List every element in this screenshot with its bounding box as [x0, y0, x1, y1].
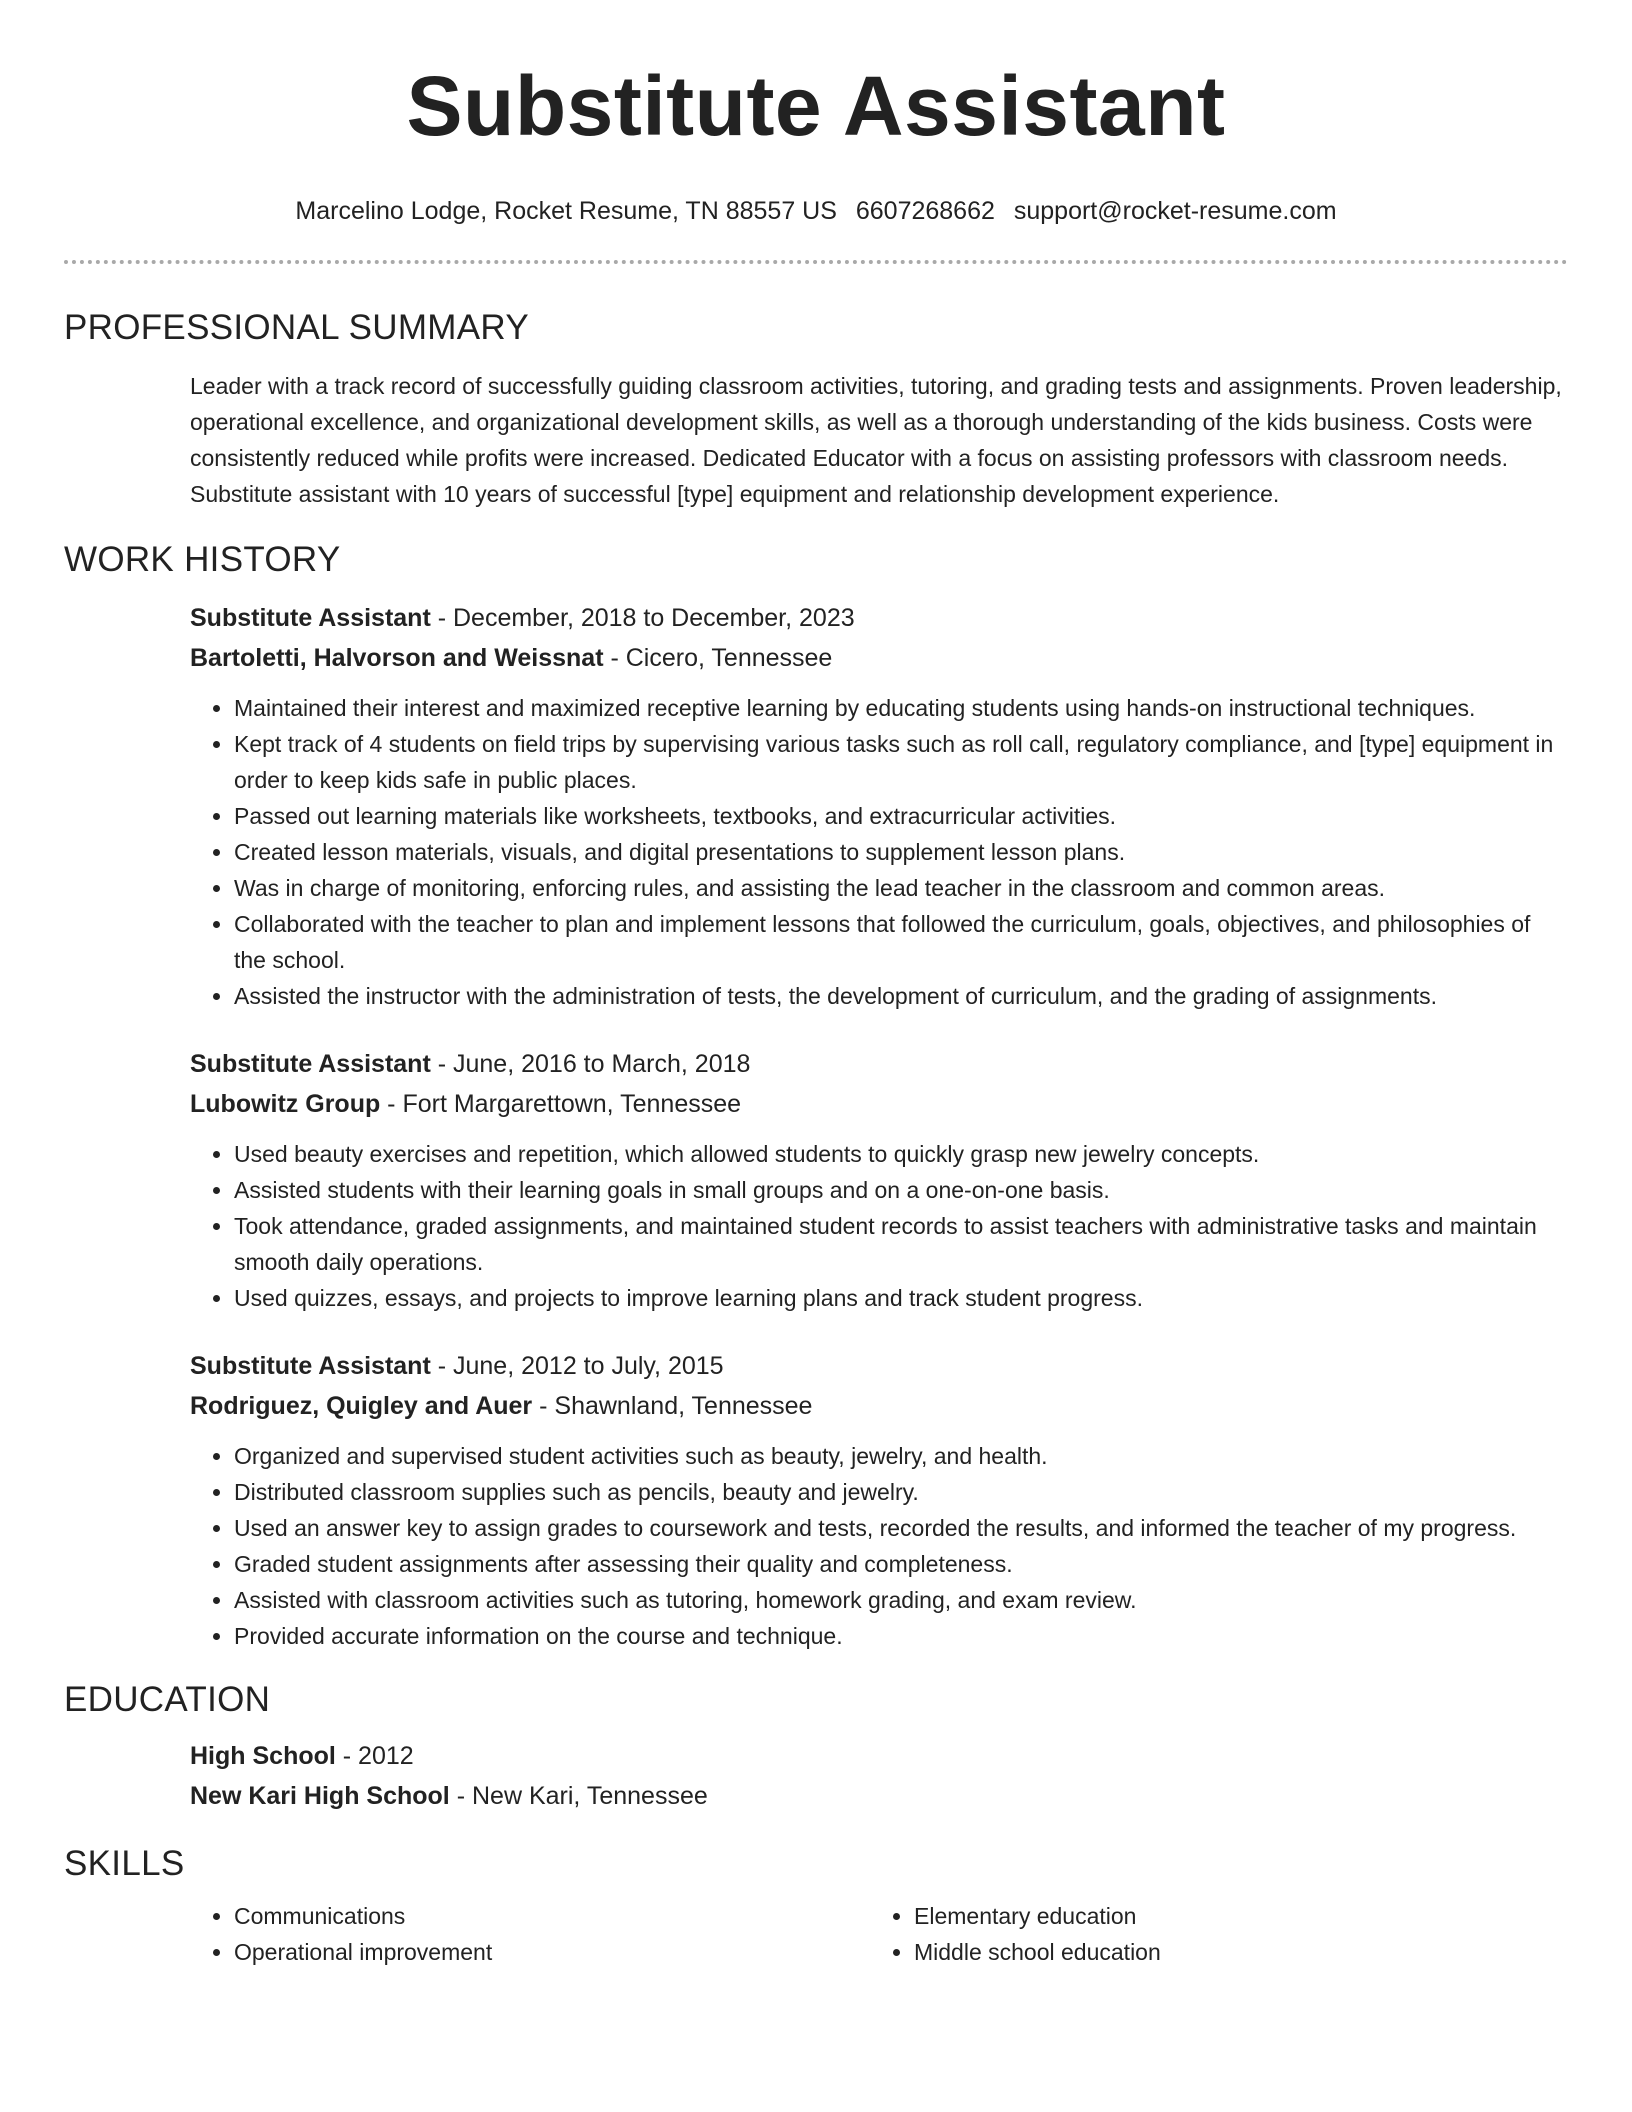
education-degree: High School — [190, 1742, 336, 1770]
section-title-work-history: WORK HISTORY — [64, 540, 341, 579]
job-bullet: • Used quizzes, essays, and projects to improve learning plans and track student progress. — [234, 1280, 1568, 1316]
education-entry — [190, 1736, 1568, 1816]
resume-page — [64, 0, 1568, 1970]
job-bullet: • Was in charge of monitoring, enforcing rules, and assisting the lead teacher in the classroom and common areas. — [234, 870, 1568, 906]
resume-name: Substitute Assistant — [406, 59, 1226, 153]
job-entry — [190, 1044, 1568, 1316]
job-bullet: • Graded student assignments after assessing their quality and completeness. — [234, 1546, 1568, 1582]
job-bullet-list — [190, 1438, 1568, 1654]
education-year: - 2012 — [335, 1742, 414, 1770]
job-company-line — [190, 1084, 1568, 1124]
job-bullet: • Passed out learning materials like worksheets, textbooks, and extracurricular activities. — [234, 798, 1568, 834]
job-company-line — [190, 638, 1568, 678]
section-title-summary: PROFESSIONAL SUMMARY — [64, 308, 529, 347]
job-entry — [190, 598, 1568, 1014]
job-entry — [190, 1346, 1568, 1654]
job-company: Bartoletti, Halvorson and Weissnat — [190, 644, 604, 672]
skills-list-left — [190, 1898, 870, 1970]
skill-item: • Elementary education — [914, 1898, 1550, 1934]
job-company: Lubowitz Group — [190, 1090, 381, 1118]
job-location: - Cicero, Tennessee — [603, 644, 833, 672]
job-bullet: • Assisted with classroom activities such as tutoring, homework grading, and exam review. — [234, 1582, 1568, 1618]
job-bullet: • Assisted students with their learning goals in small groups and on a one-on-one basis. — [234, 1172, 1568, 1208]
job-location: - Fort Margarettown, Tennessee — [380, 1090, 742, 1118]
job-bullet: • Provided accurate information on the course and technique. — [234, 1618, 1568, 1654]
job-bullet: • Used an answer key to assign grades to coursework and tests, recorded the results, and informed the teacher of my progress. — [234, 1510, 1568, 1546]
job-title-line — [190, 1346, 1568, 1386]
job-dates: - December, 2018 to December, 2023 — [430, 604, 855, 632]
job-bullet: • Distributed classroom supplies such as pencils, beauty and jewelry. — [234, 1474, 1568, 1510]
contact-line — [64, 196, 1568, 226]
education-location: - New Kari, Tennessee — [449, 1782, 708, 1810]
job-bullet: • Collaborated with the teacher to plan and implement lessons that followed the curriculum, goals, objectives, and philosophies of the school. — [234, 906, 1568, 978]
job-bullet: • Maintained their interest and maximized receptive learning by educating students using hands-on instructional techniques. — [234, 690, 1568, 726]
job-bullet-list — [190, 1136, 1568, 1316]
education-degree-line — [190, 1736, 1568, 1776]
job-bullet: • Created lesson materials, visuals, and digital presentations to supplement lesson plans. — [234, 834, 1568, 870]
header-divider — [64, 260, 1568, 264]
job-bullet: • Used beauty exercises and repetition, which allowed students to quickly grasp new jewelry concepts. — [234, 1136, 1568, 1172]
skill-item: • Middle school education — [914, 1934, 1550, 1970]
job-company-line — [190, 1386, 1568, 1426]
job-role: Substitute Assistant — [190, 1352, 431, 1380]
contact-email: support@rocket-resume.com — [1013, 197, 1337, 225]
skill-item: • Operational improvement — [234, 1934, 870, 1970]
skills-grid — [190, 1898, 1568, 1970]
skills-list-right — [870, 1898, 1550, 1970]
job-company: Rodriguez, Quigley and Auer — [190, 1392, 533, 1420]
job-dates: - June, 2016 to March, 2018 — [430, 1050, 751, 1078]
job-bullet: • Organized and supervised student activities such as beauty, jewelry, and health. — [234, 1438, 1568, 1474]
education-school: New Kari High School — [190, 1782, 450, 1810]
job-title-line — [190, 598, 1568, 638]
contact-address: Marcelino Lodge, Rocket Resume, TN 88557 US — [295, 197, 837, 225]
job-title-line — [190, 1044, 1568, 1084]
contact-phone: 6607268662 — [855, 197, 995, 225]
job-bullet-list — [190, 690, 1568, 1014]
section-title-skills: SKILLS — [64, 1844, 185, 1883]
section-title-education: EDUCATION — [64, 1680, 271, 1719]
summary-text: Leader with a track record of successfully guiding classroom activities, tutoring, and grading tests and assignments. Proven leadership, operational excellence, and organizational development skills, as well as a thorough understanding of the kids business. Costs were consistently reduced while profits were increased. Dedicated Educator with a focus on assisting professors with classroom needs. Substitute assistant with 10 years of successful [type] equipment and relationship development experience. — [190, 373, 1562, 507]
education-school-line — [190, 1776, 1568, 1816]
skill-item: • Communications — [234, 1898, 870, 1934]
job-bullet: • Took attendance, graded assignments, and maintained student records to assist teachers with administrative tasks and maintain smooth daily operations. — [234, 1208, 1568, 1280]
job-location: - Shawnland, Tennessee — [532, 1392, 813, 1420]
job-bullet: • Assisted the instructor with the administration of tests, the development of curriculum, and the grading of assignments. — [234, 978, 1568, 1014]
job-dates: - June, 2012 to July, 2015 — [430, 1352, 724, 1380]
job-role: Substitute Assistant — [190, 1050, 431, 1078]
job-role: Substitute Assistant — [190, 604, 431, 632]
job-bullet: • Kept track of 4 students on field trips by supervising various tasks such as roll call, regulatory compliance, and [type] equipment in order to keep kids safe in public places. — [234, 726, 1568, 798]
